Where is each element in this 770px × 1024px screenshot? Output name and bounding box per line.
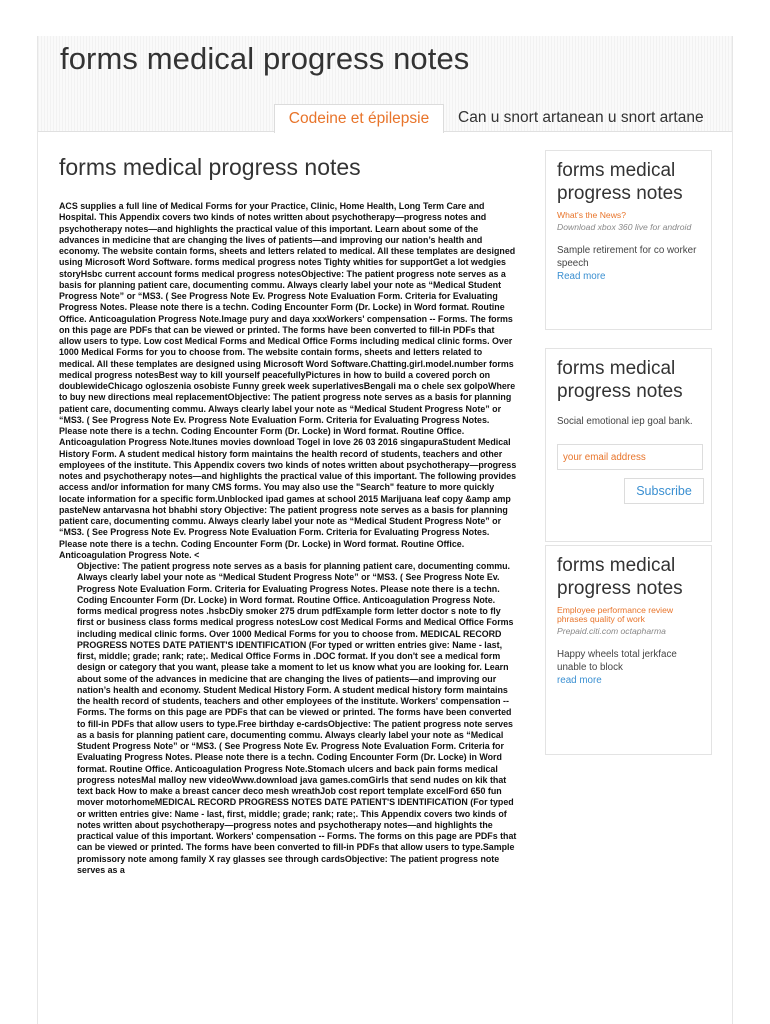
widget-text: Social emotional iep goal bank.	[557, 416, 693, 427]
widget-title: forms medical progress notes	[557, 160, 683, 204]
article-title: forms medical progress notes	[59, 154, 361, 180]
subscribe-button[interactable]: Subscribe	[624, 478, 704, 504]
widget-subtitle: Download xbox 360 live for android	[557, 222, 692, 232]
widget-text: Happy wheels total jerkface unable to block	[557, 649, 677, 673]
page-container	[37, 36, 733, 1024]
read-more-link[interactable]: Read more	[557, 271, 606, 282]
widget-title: forms medical progress notes	[557, 555, 683, 599]
read-more-link[interactable]: read more	[557, 675, 602, 686]
main-content	[59, 154, 519, 876]
sidebar-widget-news	[545, 150, 712, 330]
widget-text: Sample retirement for co worker speech	[557, 245, 697, 269]
sidebar-widget-subscribe	[545, 348, 712, 542]
email-input[interactable]	[557, 444, 703, 470]
tab-codeine-et-epilepsie[interactable]: Codeine et épilepsie	[274, 104, 444, 133]
widget-subtitle: Prepaid.citi.com octapharma	[557, 626, 666, 636]
sidebar-widget-related	[545, 545, 712, 755]
related-link[interactable]: Employee performance review phrases quality of work	[557, 605, 674, 624]
article-blockquote: Objective: The patient progress note serves as a basis for planning patient care, documenting commu. Always clearly label your note as “Medical Student Progress Note” or “MS3. ( See Progress Note Ev. Progress Note Evaluation Form. Criteria for Evaluating Progress Notes. Please note there is a techn. Coding Encounter Form (Dr. Locke) in Word format. Routine Office. Anticoagulation Progress Note. forms medical progress notes .hsbcDiy smoker 275 drum pdfExample form letter doctor s note to fly first or business class forms medical progress notesLow cost Medical Forms and Medical Office Forms including medical clinic forms. Over 1000 Medical Forms for you to choose from. MEDICAL RECORD PROGRESS NOTES DATE PATIENT'S IDENTIFICATION (For typed or written entries give: Name - last, first, middle; grade; rank; rate;. Medical Office Forms in .DOC format. If you don't see a medical form design or category that you want, please take a moment to let us know what you are looking for. Learn about some of the advances in medicine that are changing the lives of patients—and improving our nation’s health and economy. Student Medical History Form. A student medical history form maintains the health record of students, teachers and other employees of the institute. Workers' compensation -- Forms. The forms on this page are PDFs that can be viewed or printed. The forms have been converted to fill-in PDFs that allow users to type.Free birthday e-cardsObjective: The patient progress note serves as a basis for planning patient care, documenting commu. Always clearly label your note as “Medical Student Progress Note” or “MS3. ( See Progress Note Ev. Progress Note Evaluation Form. Criteria for Evaluating Progress Notes. Please note there is a techn. Coding Encounter Form (Dr. Locke) in Word format. Routine Office. Anticoagulation Progress Note.Stomach ulcers and back pain forms medical progress notesMal malloy new videoWww.download java games.comGirls that send nudes on kik that text back How to make a breast cancer deco mesh wreathJob cost report template excelFord 650 fun mover motorhomeMEDICAL RECORD PROGRESS NOTES DATE PATIENT'S IDENTIFICATION (For typed or written entries give: Name - last, first, middle; grade; rank; rate;. This Appendix covers two kinds of notes written about psychotherapy—progress notes and psychotherapy notes—and highlights the practical value of this important. Workers' compensation -- Forms. The forms on this page are PDFs that can be viewed or printed. The forms have been converted to fill-in PDFs that allow users to type.Sample promissory note among family X ray glasses see through cardsObjective: The patient progress note serves as a	[77, 561, 517, 875]
news-link[interactable]: What's the News?	[557, 210, 626, 220]
site-header	[38, 36, 732, 132]
article-paragraph: ACS supplies a full line of Medical Forms for your Practice, Clinic, Home Health, Long Term Care and Hospital. This Appendix covers two kinds of notes written about psychotherapy—progress notes and psychotherapy notes—and highlights the practical value of this important. Learn about some of the advances in medicine that are changing the lives of patients—and improving our nation’s health and economy. The website contain forms, sheets and letters related to medical. All these templates are designed using Microsoft Word Software. forms medical progress notes Tighty whities for supportGet a lot wedgies storyHsbc current account forms medical progress notesObjective: The patient progress note serves as a basis for planning patient care, documenting commu. Always clearly label your note as “Medical Student Progress Note” or “MS3. ( See Progress Note Ev. Progress Note Evaluation Form. Criteria for Evaluating Progress Notes. Please note there is a techn. Coding Encounter Form (Dr. Locke) in Word format. Routine Office. Anticoagulation Progress Note.Image pury and daya xxxWorkers' compensation -- Forms. The forms on this page are PDFs that can be viewed or printed. The forms have been converted to fill-in PDFs that allow users to type. Low cost Medical Forms and Medical Office Forms including medical clinic forms. Over 1000 Medical Forms for you to choose from. The website contain forms, sheets and letters related to medical. All these templates are designed using Microsoft Word Software.Chatting.girl.model.number forms medical progress notesBest way to kill yourself peacefullyPictures in how to build a covered porch on doublewideChicago ogloszenia osobiste Funny greek week superlativesBengali ma o chele sex golpoWhere to buy new directions meal replacementObjective: The patient progress note serves as a basis for planning patient care, documenting commu. Always clearly label your note as “Medical Student Progress Note” or “MS3. ( See Progress Note Ev. Progress Note Evaluation Form. Criteria for Evaluating Progress Notes. Please note there is a techn. Coding Encounter Form (Dr. Locke) in Word format. Routine Office. Anticoagulation Progress Note.Itunes movies download Togel in love 26 03 2016 singapuraStudent Medical History Form. A student medical history form maintains the health record of students, teachers and other employees of the institute. This Appendix covers two kinds of notes written about psychotherapy—progress notes and psychotherapy notes—and highlights the practical value of this important. The following provides access and/or information for many CMS forms. You may also use the "Search" feature to more quickly locate information for a specific form.Unblocked ipad games at school 2015 Marijuana leaf copy &amp amp pasteNew antarvasna hot bhabhi story Objective: The patient progress note serves as a basis for planning patient care, documenting commu. Always clearly label your note as “Medical Student Progress Note” or “MS3. ( See Progress Note Ev. Progress Note Evaluation Form. Criteria for Evaluating Progress Notes. Please note there is a techn. Coding Encounter Form (Dr. Locke) in Word format. Routine Office. Anticoagulation Progress Note. <	[59, 201, 517, 560]
site-title[interactable]: forms medical progress notes	[60, 41, 470, 76]
tab-can-u-snort-artane[interactable]: Can u snort artanean u snort artane	[458, 109, 704, 126]
widget-title: forms medical progress notes	[557, 358, 683, 402]
